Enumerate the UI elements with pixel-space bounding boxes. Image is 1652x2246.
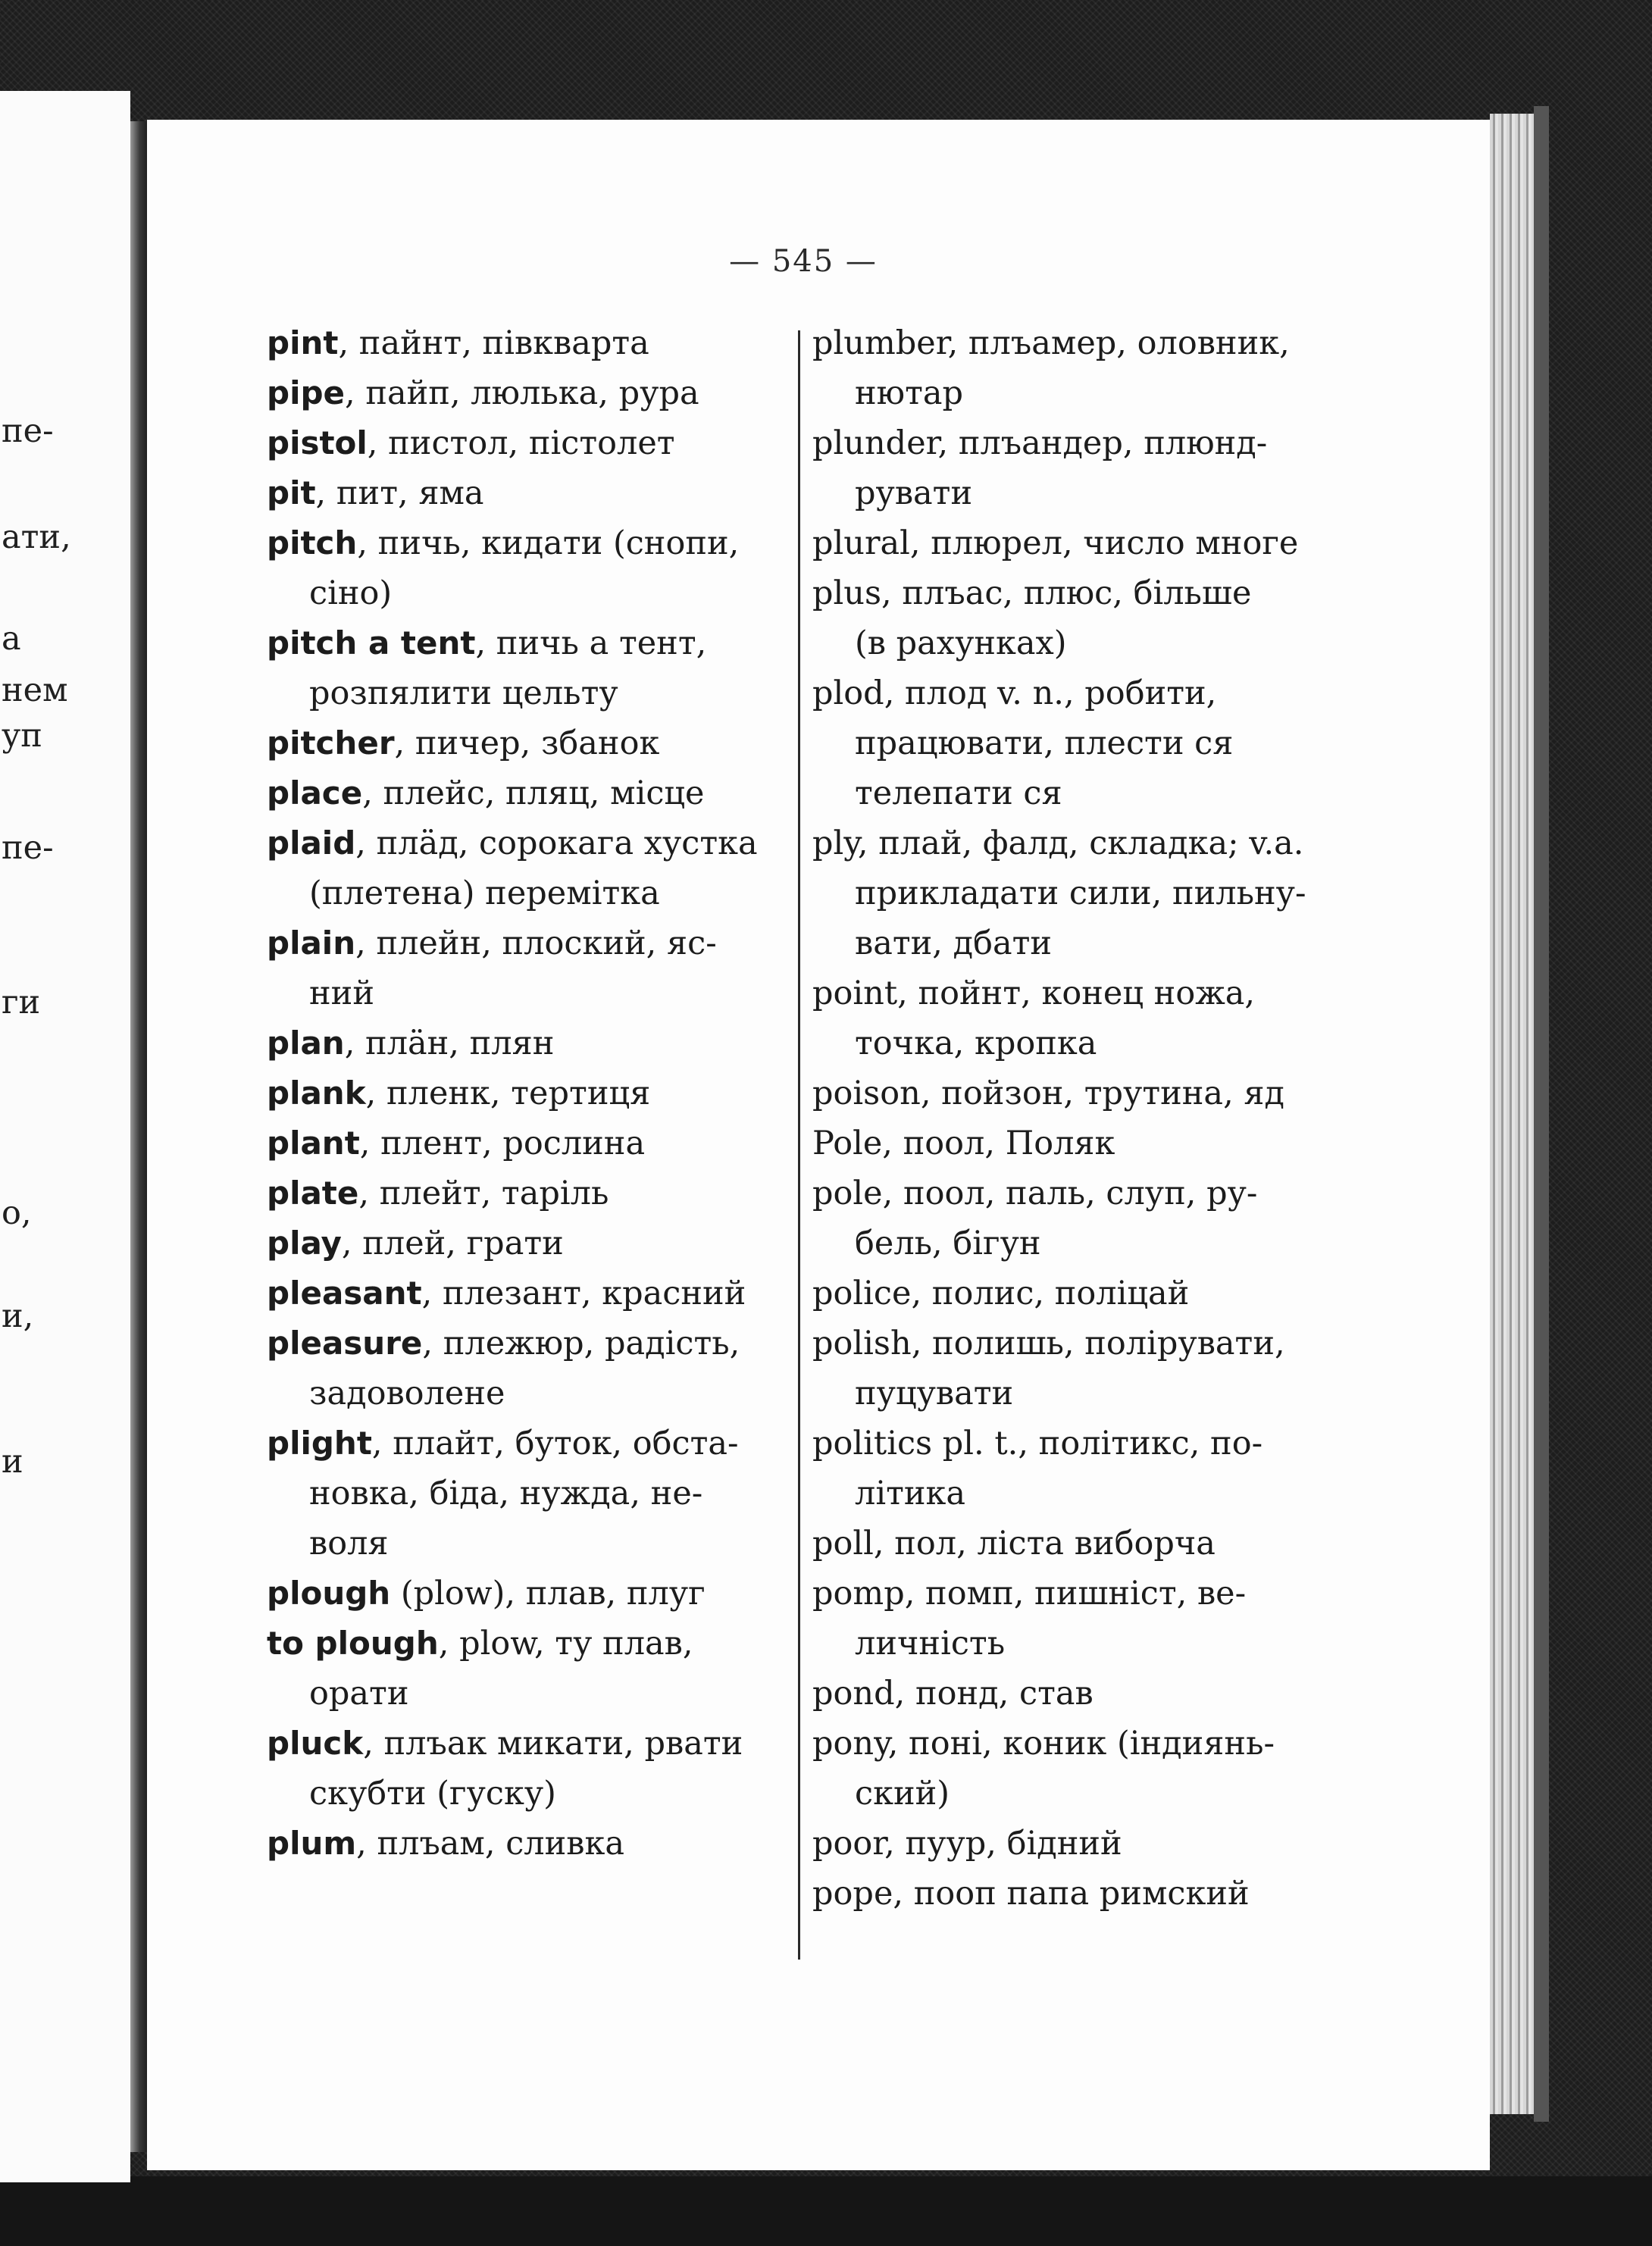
- entry-text: , пленк, тертиця: [365, 1075, 651, 1112]
- dictionary-entry: [812, 968, 1343, 1068]
- entry-first-line: [812, 1819, 1343, 1869]
- entry-text: , плежюр, радість,: [422, 1325, 740, 1362]
- entry-first-line: [812, 968, 1343, 1018]
- entry-first-line: [812, 318, 1343, 368]
- entry-first-line: [267, 318, 797, 368]
- entry-headword: pitch: [267, 524, 358, 562]
- entry-first-line: [812, 668, 1343, 718]
- entry-first-line: [812, 418, 1343, 468]
- entry-text: , плейс, пляц, місце: [362, 774, 705, 812]
- entry-text: , пойзон, трутина, яд: [920, 1075, 1285, 1112]
- entry-first-line: [812, 1068, 1343, 1118]
- entry-first-line: [812, 1869, 1343, 1919]
- dictionary-entry: [812, 568, 1343, 668]
- entry-headword: plaid: [267, 824, 356, 862]
- entry-first-line: [267, 768, 797, 818]
- dictionary-entry: [267, 518, 797, 618]
- dictionary-entry: [812, 1168, 1343, 1268]
- entry-continuation-line: [267, 1519, 797, 1569]
- entry-text: новка, біда, нужда, не-: [309, 1475, 703, 1512]
- dictionary-entry: [812, 1268, 1343, 1319]
- entry-text: точка, кропка: [855, 1024, 1097, 1062]
- dictionary-entry: [812, 1569, 1343, 1669]
- cover-inner-edge: [1534, 106, 1549, 2122]
- entry-first-line: [812, 818, 1343, 868]
- entry-text: , плей, грати: [341, 1225, 564, 1262]
- entry-headword: Pole: [812, 1125, 883, 1162]
- entry-text: , поол, паль, слуп, ру-: [882, 1175, 1258, 1212]
- entry-text: рувати: [855, 474, 973, 512]
- entry-text: , помп, пишніст, ве-: [904, 1575, 1247, 1613]
- entry-headword: place: [267, 774, 363, 812]
- entry-text: воля: [309, 1525, 389, 1563]
- entry-headword: plural: [812, 524, 910, 562]
- entry-headword: plum: [267, 1825, 357, 1862]
- entry-headword: plough: [267, 1575, 391, 1612]
- entry-headword: pitcher: [267, 724, 395, 762]
- entry-headword: plus: [812, 574, 882, 612]
- entry-continuation-line: [267, 1669, 797, 1719]
- left-page-fragment: нем: [2, 671, 68, 709]
- entry-first-line: [267, 1419, 797, 1469]
- entry-continuation-line: [812, 718, 1343, 768]
- entry-text: сіно): [309, 574, 393, 612]
- entry-headword: poison: [812, 1075, 921, 1112]
- entry-first-line: [267, 1619, 797, 1669]
- entry-headword: plain: [267, 924, 356, 962]
- left-page-fragment: а: [2, 620, 21, 658]
- entry-text: , плъандер, плюнд-: [937, 424, 1268, 462]
- entry-headword: pistol: [267, 424, 368, 461]
- dictionary-entry: [267, 318, 797, 368]
- left-page-fragment: ати,: [2, 518, 71, 556]
- entry-text: телепати ся: [855, 774, 1062, 812]
- entry-headword: ply: [812, 824, 858, 862]
- entry-text: , пичь, кидати (снопи,: [357, 524, 740, 562]
- entry-headword: pint: [267, 324, 339, 361]
- left-page-fragment: и,: [2, 1297, 34, 1335]
- dictionary-entry: [812, 1819, 1343, 1869]
- left-page-fragment: пе-: [2, 412, 54, 450]
- entry-text: пуцувати: [855, 1375, 1014, 1412]
- page-stack-edge: [1490, 114, 1534, 2114]
- dictionary-entry: [812, 418, 1343, 518]
- dictionary-entry: [812, 668, 1343, 818]
- entry-first-line: [267, 1819, 797, 1869]
- entry-text: нютар: [855, 374, 964, 412]
- entry-headword: play: [267, 1225, 342, 1262]
- entry-headword: polish: [812, 1325, 912, 1362]
- entry-text: , плай, фалд, складка; v.a.: [857, 824, 1304, 862]
- dictionary-entry: [267, 1619, 797, 1719]
- dictionary-entry: [812, 1869, 1343, 1919]
- entry-text: , плъак микати, рвати: [363, 1725, 743, 1763]
- entry-text: орати: [309, 1675, 409, 1713]
- entry-continuation-line: [267, 1769, 797, 1819]
- dictionary-entry: [267, 618, 797, 718]
- left-page-fragment: уп: [2, 717, 42, 755]
- entry-text: скубти (гуску): [309, 1775, 556, 1813]
- entry-text: , плайт, буток, обста-: [371, 1425, 739, 1462]
- entry-text: , плäн, плян: [344, 1024, 555, 1062]
- entry-text: прикладати сили, пильну-: [855, 874, 1306, 912]
- dictionary-entry: [267, 768, 797, 818]
- dictionary-entry: [267, 1168, 797, 1218]
- entry-first-line: [812, 1519, 1343, 1569]
- entry-continuation-line: [812, 1018, 1343, 1068]
- entry-headword: pleasure: [267, 1325, 423, 1362]
- entry-first-line: [267, 1569, 797, 1619]
- entry-text: задоволене: [309, 1375, 505, 1412]
- entry-text: , плъамер, оловник,: [947, 324, 1290, 362]
- entry-headword: poor: [812, 1825, 885, 1863]
- entry-text: ский): [855, 1775, 950, 1813]
- entry-continuation-line: [267, 668, 797, 718]
- dictionary-entry: [267, 1118, 797, 1168]
- book-gutter: [130, 121, 147, 2152]
- entry-headword: pond: [812, 1675, 895, 1713]
- entry-text: , пистол, пістолет: [367, 424, 675, 462]
- entry-continuation-line: [267, 1469, 797, 1519]
- left-page-fragment: о,: [2, 1194, 32, 1232]
- entry-text: , плейн, плоский, яс-: [355, 924, 717, 962]
- entry-headword: plank: [267, 1075, 366, 1112]
- entry-continuation-line: [812, 368, 1343, 418]
- entry-text: (plow), плав, плуг: [390, 1575, 706, 1613]
- dictionary-entry: [812, 518, 1343, 568]
- entry-headword: pony: [812, 1725, 888, 1763]
- entry-text: , плъам, сливка: [356, 1825, 624, 1863]
- entry-text: працювати, плести ся: [855, 724, 1234, 762]
- entry-text: , пичь а тент,: [475, 624, 707, 662]
- entry-first-line: [267, 1168, 797, 1218]
- dictionary-entry: [812, 1719, 1343, 1819]
- dictionary-entry: [812, 1519, 1343, 1569]
- entry-text: , пайнт, півкварта: [338, 324, 649, 362]
- entry-first-line: [267, 1218, 797, 1268]
- dictionary-entry: [812, 1068, 1343, 1118]
- entry-headword: pleasant: [267, 1275, 422, 1312]
- entry-first-line: [812, 1669, 1343, 1719]
- entry-text: , пойнт, конец ножа,: [897, 974, 1256, 1012]
- dictionary-entry: [267, 1419, 797, 1569]
- left-page-fragment: ги: [2, 984, 41, 1021]
- entry-first-line: [267, 1719, 797, 1769]
- entry-headword: police: [812, 1275, 912, 1312]
- entry-text: , плюрел, число многе: [909, 524, 1299, 562]
- entry-first-line: [267, 468, 797, 518]
- entry-first-line: [267, 818, 797, 868]
- entry-text: , понд, став: [894, 1675, 1094, 1713]
- entry-text: , пайп, люлька, рура: [345, 374, 699, 412]
- dictionary-entry: [267, 718, 797, 768]
- entry-continuation-line: [812, 1469, 1343, 1519]
- entry-headword: pope: [812, 1875, 893, 1913]
- entry-headword: plunder: [812, 424, 938, 462]
- entry-first-line: [267, 1118, 797, 1168]
- entry-text: , плäд, сорокага хустка: [355, 824, 758, 862]
- entry-first-line: [267, 1319, 797, 1369]
- entry-first-line: [267, 618, 797, 668]
- entry-text: , плъас, плюс, більше: [881, 574, 1252, 612]
- entry-first-line: [812, 1118, 1343, 1168]
- entry-text: вати, дбати: [855, 924, 1053, 962]
- entries-right-column: [812, 318, 1343, 1919]
- entry-first-line: [812, 1168, 1343, 1218]
- dictionary-entry: [267, 418, 797, 468]
- entry-continuation-line: [812, 868, 1343, 918]
- entry-text: літика: [855, 1475, 966, 1512]
- dictionary-entry: [267, 1569, 797, 1619]
- entry-headword: plod: [812, 674, 884, 712]
- entry-text: , пичер, збанок: [394, 724, 660, 762]
- dictionary-entry: [812, 818, 1343, 968]
- entry-continuation-line: [812, 468, 1343, 518]
- entry-text: , пит, яма: [315, 474, 484, 512]
- entry-headword: pit: [267, 474, 316, 511]
- entry-text: , плейт, таріль: [358, 1175, 609, 1212]
- entry-headword: pitch a tent: [267, 624, 476, 662]
- dictionary-entry: [267, 1719, 797, 1819]
- entry-first-line: [267, 918, 797, 968]
- entry-text: , поні, коник (індиянь-: [887, 1725, 1275, 1763]
- entry-headword: pluck: [267, 1725, 364, 1762]
- entry-continuation-line: [267, 1369, 797, 1419]
- entry-first-line: [267, 368, 797, 418]
- entry-headword: pole: [812, 1175, 883, 1212]
- dictionary-entry: [812, 318, 1343, 418]
- entry-continuation-line: [267, 868, 797, 918]
- page-number: — 545 —: [729, 244, 878, 279]
- dictionary-entry: [267, 468, 797, 518]
- entry-text: , плод v. n., робити,: [884, 674, 1217, 712]
- left-page-fragment: пе-: [2, 829, 54, 867]
- entry-text: , полис, поліцай: [911, 1275, 1190, 1312]
- dictionary-entry: [267, 368, 797, 418]
- entry-continuation-line: [267, 968, 797, 1018]
- entry-first-line: [812, 568, 1343, 618]
- entry-first-line: [812, 518, 1343, 568]
- entry-text: (плетена) перемітка: [309, 874, 660, 912]
- previous-page-edge: [0, 91, 130, 2182]
- entry-continuation-line: [812, 918, 1343, 968]
- left-page-fragment: и: [2, 1443, 23, 1481]
- dictionary-entry: [267, 1319, 797, 1419]
- entry-first-line: [267, 1018, 797, 1068]
- entry-text: бель, бігун: [855, 1225, 1041, 1262]
- entry-continuation-line: [812, 1218, 1343, 1268]
- entry-first-line: [267, 518, 797, 568]
- entry-text: , полишь, полірувати,: [911, 1325, 1285, 1362]
- entry-continuation-line: [812, 1619, 1343, 1669]
- entry-headword: plate: [267, 1175, 359, 1212]
- entry-headword: to plough: [267, 1625, 439, 1662]
- entry-headword: pomp: [812, 1575, 905, 1613]
- dictionary-entry: [812, 1118, 1343, 1168]
- entry-continuation-line: [267, 568, 797, 618]
- entry-first-line: [267, 1068, 797, 1118]
- entry-text: , плезант, красний: [421, 1275, 746, 1312]
- dictionary-entry: [267, 818, 797, 918]
- entry-first-line: [812, 1719, 1343, 1769]
- entry-headword: politics: [812, 1425, 933, 1462]
- entry-text: розпялити цельту: [309, 674, 618, 712]
- entry-text: (в рахунках): [855, 624, 1067, 662]
- dictionary-entry: [267, 1068, 797, 1118]
- dictionary-entry: [267, 1018, 797, 1068]
- entry-continuation-line: [812, 768, 1343, 818]
- column-divider: [798, 330, 800, 1960]
- entries-left-column: [267, 318, 797, 1869]
- entry-text: ний: [309, 974, 374, 1012]
- entry-text: , plow, ту плав,: [438, 1625, 693, 1663]
- entry-continuation-line: [812, 1769, 1343, 1819]
- dictionary-entry: [267, 1218, 797, 1268]
- entry-first-line: [267, 1268, 797, 1319]
- entry-text: pl. t., політикс, по-: [932, 1425, 1263, 1462]
- cover-bottom-edge: [0, 2176, 1652, 2246]
- entry-text: личність: [855, 1625, 1006, 1663]
- entry-first-line: [812, 1268, 1343, 1319]
- dictionary-entry: [812, 1319, 1343, 1419]
- entry-first-line: [812, 1419, 1343, 1469]
- entry-first-line: [267, 418, 797, 468]
- entry-headword: plant: [267, 1125, 360, 1162]
- entry-headword: plumber: [812, 324, 948, 362]
- entry-text: , поол, Поляк: [882, 1125, 1115, 1162]
- entry-headword: pipe: [267, 374, 346, 411]
- entry-continuation-line: [812, 1369, 1343, 1419]
- entry-headword: poll: [812, 1525, 874, 1563]
- entry-headword: plight: [267, 1425, 372, 1462]
- entry-text: , плент, рослина: [359, 1125, 646, 1162]
- entry-headword: point: [812, 974, 898, 1012]
- entry-first-line: [812, 1569, 1343, 1619]
- dictionary-entry: [812, 1669, 1343, 1719]
- dictionary-entry: [267, 1268, 797, 1319]
- entry-first-line: [267, 718, 797, 768]
- dictionary-entry: [267, 918, 797, 1018]
- dictionary-entry: [812, 1419, 1343, 1519]
- entry-headword: plan: [267, 1024, 345, 1062]
- entry-first-line: [812, 1319, 1343, 1369]
- entry-continuation-line: [812, 618, 1343, 668]
- dictionary-entry: [267, 1819, 797, 1869]
- entry-text: , пол, ліста виборча: [873, 1525, 1216, 1563]
- entry-text: , пуур, бідний: [884, 1825, 1122, 1863]
- entry-text: , пооп папа римский: [893, 1875, 1250, 1913]
